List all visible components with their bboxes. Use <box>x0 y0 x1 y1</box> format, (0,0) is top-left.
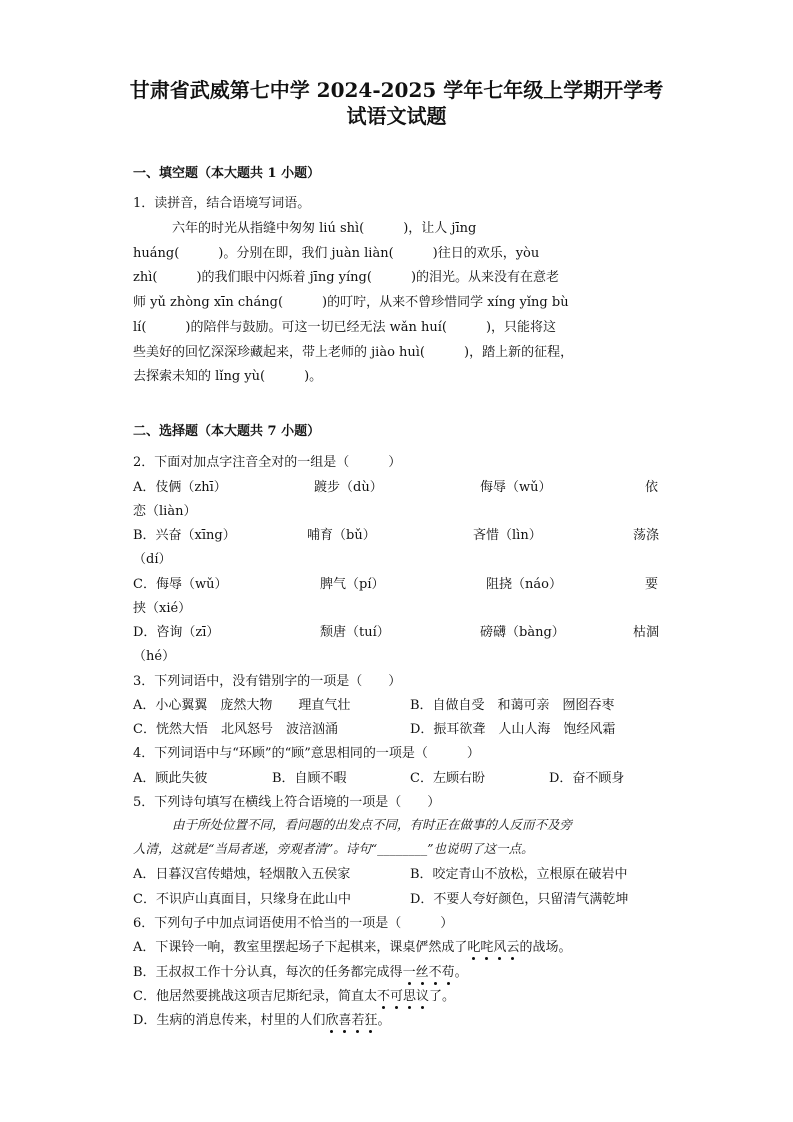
exam-title-line1: 甘肃省武威第七中学 2024-2025 学年七年级上学期开学考 <box>129 78 664 102</box>
q1-line-4: 师 yǔ zhòng xīn cháng( )的叮咛，从来不曾珍惜同学 xíng yǐng bù <box>133 295 569 310</box>
q6-option-d-marked-word <box>325 1013 377 1028</box>
q2-option-a-item4: 依 <box>645 480 659 495</box>
q2-option-a-item3: 侮辱（wǔ） <box>480 480 552 495</box>
emphasis-dot-char: 咤 <box>480 936 493 955</box>
q1-line-2: huáng( )。分别在即，我们 juàn liàn( )往日的欢乐，yòu <box>133 246 540 261</box>
q5-stem: 5．下列诗句填写在横线上符合语境的一项是（ ） <box>133 795 441 810</box>
q2-option-a-item2: 踱步（dù） <box>314 480 383 495</box>
q2-option-b-item4: 荡涤 <box>633 528 660 543</box>
exam-title-line2: 试语文试题 <box>346 104 447 128</box>
q6-option-c-marked-word <box>377 989 429 1004</box>
q2-option-d-item5: （hé） <box>133 649 176 664</box>
q2-option-c-item1: C．侮辱（wǔ） <box>133 577 228 592</box>
emphasis-dot-char: 思 <box>403 985 416 1004</box>
emphasis-dot-char: 叱 <box>467 936 480 955</box>
emphasis-dot-char: 丝 <box>416 961 429 980</box>
q6-option-d <box>133 1009 391 1028</box>
emphasis-dot-char: 云 <box>506 936 519 955</box>
q2-option-c-item5: 挟（xié） <box>133 601 192 616</box>
section2-heading: 二、选择题（本大题共 7 小题） <box>133 424 321 439</box>
q6-option-b <box>133 961 468 980</box>
q6-option-b-marked-word <box>403 965 455 980</box>
emphasis-dot-char: 风 <box>493 936 506 955</box>
q6-option-a-marked-word <box>467 940 519 955</box>
q2-option-d-item1: D．咨询（zī） <box>133 625 220 640</box>
q4-option-c: C．左顾右盼 <box>410 771 485 786</box>
q1-line-7: 去探索未知的 lǐng yù( )。 <box>133 369 323 384</box>
q3-option-a: A．小心翼翼 庞然大物 理直气壮 <box>133 698 351 713</box>
q6-option-c-text: C．他居然要挑战这项吉尼斯纪录，简直太 <box>133 989 377 1004</box>
emphasis-dot-char: 议 <box>416 985 429 1004</box>
q5-option-a: A．日暮汉宫传蜡烛，轻烟散入五侯家 <box>133 867 351 882</box>
q6-option-c <box>133 985 455 1004</box>
emphasis-dot-char: 苟 <box>442 961 455 980</box>
q4-option-d: D．奋不顾身 <box>549 771 625 786</box>
q2-option-b-item2: 哺育（bǔ） <box>307 528 376 543</box>
q2-option-b-item5: （dí） <box>133 552 172 567</box>
q3-option-d: D．振耳欲聋 人山人海 饱经风霜 <box>410 722 616 737</box>
q6-option-d-text: D．生病的消息传来，村里的人们 <box>133 1013 326 1028</box>
q5-option-d: D．不要人夸好颜色，只留清气满乾坤 <box>410 892 629 907</box>
q4-option-a: A．顾此失彼 <box>133 771 208 786</box>
q6-option-d-tail: 。 <box>377 1013 391 1028</box>
q2-option-d-item4: 枯涸 <box>633 625 660 640</box>
q1-line-1: 六年的时光从指缝中匆匆 liú shì( )，让人 jīng <box>172 221 477 236</box>
q2-option-d-item3: 磅礴（bàng） <box>480 625 565 640</box>
q6-option-c-tail: 了。 <box>429 989 456 1004</box>
q5-passage-line1: 由于所处位置不同，看问题的出发点不同，有时正在做事的人反而不及旁 <box>172 817 573 832</box>
emphasis-dot-char: 欣 <box>325 1009 338 1028</box>
emphasis-dot-char: 一 <box>403 961 416 980</box>
q5-passage-line2: 人清，这就是“当局者迷，旁观者清”。诗句“________”也说明了这一点。 <box>133 841 534 856</box>
q4-stem: 4．下列词语中与“环顾”的“顾”意思相同的一项是（ ） <box>133 746 480 761</box>
q2-option-a-item5: 恋（liàn） <box>133 504 197 519</box>
q3-option-b: B．自做自受 和蔼可亲 囫囵吞枣 <box>410 698 615 713</box>
q2-option-b-item1: B．兴奋（xīng） <box>133 528 236 543</box>
emphasis-dot-char: 喜 <box>338 1009 351 1028</box>
emphasis-dot-char: 可 <box>390 985 403 1004</box>
q2-option-a-item1: A．伎俩（zhī） <box>133 480 227 495</box>
q5-option-c: C．不识庐山真面目，只缘身在此山中 <box>133 892 351 907</box>
q2-option-d-item2: 颓唐（tuí） <box>320 625 390 640</box>
q6-option-a-text: A．下课铃一响，教室里摆起场子下起棋来，课桌俨然成了 <box>133 940 468 955</box>
q4-option-b: B．自顾不暇 <box>272 771 347 786</box>
q6-option-b-tail: 。 <box>454 965 468 980</box>
emphasis-dot-char: 狂 <box>364 1009 377 1028</box>
q6-stem: 6．下列句子中加点词语使用不恰当的一项是（ ） <box>133 916 454 931</box>
q2-option-c-item4: 要 <box>645 577 659 592</box>
q2-stem: 2．下面对加点字注音全对的一组是（ ） <box>133 455 402 470</box>
q1-line-3: zhì( )的我们眼中闪烁着 jīng yíng( )的泪光。从来没有在意老 <box>133 270 560 285</box>
q1-stem: 1．读拼音，结合语境写词语。 <box>133 196 311 211</box>
section1-heading: 一、填空题（本大题共 1 小题） <box>133 166 321 181</box>
q6-option-a <box>133 936 571 955</box>
q6-option-b-text: B．王叔叔工作十分认真，每次的任务都完成得 <box>133 965 403 980</box>
q3-stem: 3．下列词语中，没有错别字的一项是（ ） <box>133 674 402 689</box>
q2-option-b-item3: 吝惜（lìn） <box>473 528 542 543</box>
q6-option-a-tail: 的战场。 <box>519 940 572 955</box>
emphasis-dot-char: 不 <box>377 985 390 1004</box>
q1-line-5: lí( )的陪伴与鼓励。可这一切已经无法 wǎn huí( )，只能将这 <box>133 320 557 335</box>
emphasis-dot-char: 不 <box>429 961 442 980</box>
q1-line-6: 些美好的回忆深深珍藏起来，带上老师的 jiào huì( )，踏上新的征程， <box>133 345 574 360</box>
q5-option-b: B．咬定青山不放松，立根原在破岩中 <box>410 867 628 882</box>
emphasis-dot-char: 若 <box>351 1009 364 1028</box>
q2-option-c-item2: 脾气（pí） <box>320 577 385 592</box>
q3-option-c: C．恍然大悟 北风怒号 波涪汹涌 <box>133 722 338 737</box>
q2-option-c-item3: 阻挠（náo） <box>486 577 562 592</box>
